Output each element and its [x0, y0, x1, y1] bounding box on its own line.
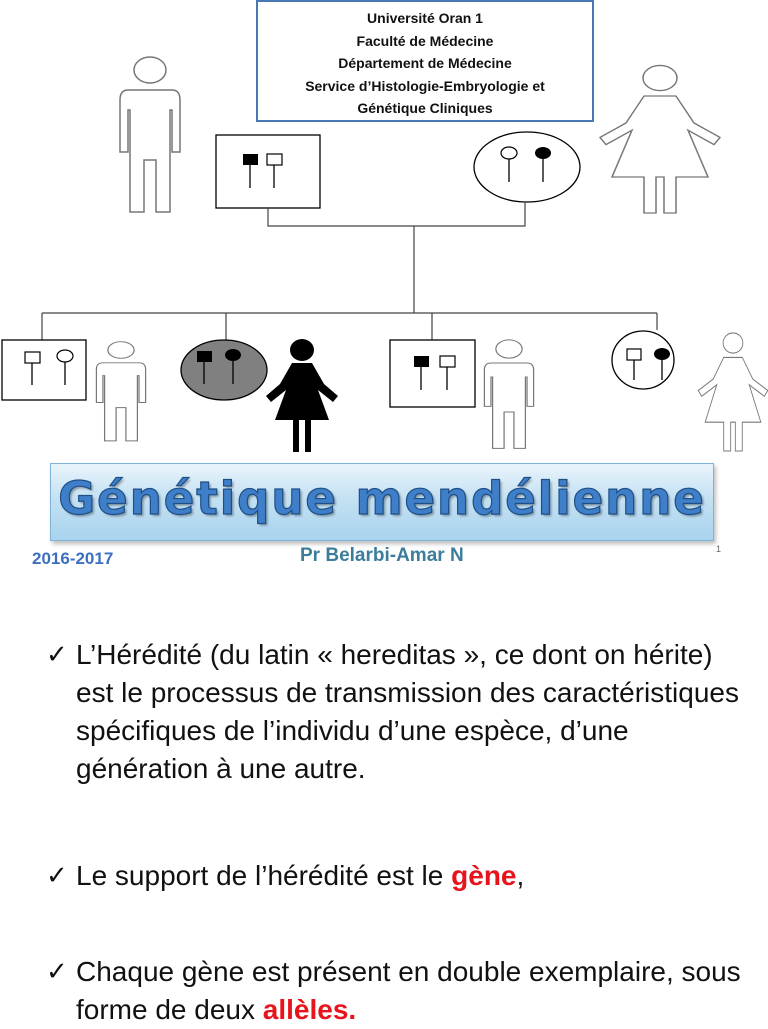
pedigree-illustration [0, 0, 768, 460]
child-2-female-figure-affected [266, 339, 338, 452]
check-icon: ✓ [46, 861, 68, 891]
father-genotype-box [216, 135, 320, 208]
bullet-text [76, 857, 746, 895]
title-banner [50, 463, 714, 541]
header-line-university: Université Oran 1 [367, 10, 483, 26]
academic-year: 2016-2017 [32, 549, 114, 568]
child-2-genotype-ellipse [181, 340, 267, 400]
bullet-text [76, 953, 746, 1029]
highlight-gene: gène [451, 860, 517, 891]
child-3-genotype-box [390, 340, 475, 407]
child-4-genotype-ellipse [612, 331, 674, 389]
header-line-department: Département de Médecine [338, 55, 512, 71]
bullet-text-before: Le support de l’hérédité est le [76, 860, 452, 891]
mother-figure [600, 65, 720, 213]
bullet-text-before: Chaque gène est présent en double exemplaire, sous forme de deux [76, 956, 741, 1025]
header-line-service: Service d’Histologie-Embryologie et [305, 77, 545, 94]
header-line-specialty: Génétique Cliniques [357, 100, 493, 116]
author-name: Pr Belarbi-Amar N [300, 545, 464, 566]
bullet-text-after: , [516, 860, 525, 891]
header-line-faculty: Faculté de Médecine [356, 32, 494, 49]
check-icon: ✓ [46, 957, 68, 987]
child-1-male-figure [96, 342, 145, 441]
child-3-male-figure [484, 340, 533, 449]
slide-number: 1 [716, 544, 722, 554]
bullet-heredity-definition [46, 636, 746, 788]
bullet-alleles [46, 953, 746, 1029]
father-figure [120, 57, 180, 212]
mother-genotype-ellipse [474, 132, 580, 202]
page-title: Génétique mendélienne [58, 472, 706, 525]
check-icon: ✓ [46, 640, 68, 670]
highlight-alleles: allèles. [262, 994, 357, 1025]
child-4-female-figure [698, 333, 768, 451]
child-1-genotype-box [2, 340, 86, 400]
pedigree-lines [42, 202, 657, 340]
bullet-gene-support [46, 857, 746, 895]
bullet-text: L’Hérédité (du latin « hereditas », ce dont on hérite) est le processus de transmission des caractéristiques spécifiques de l’individu d’une espèce, d’une génération à une autre. [76, 639, 739, 784]
